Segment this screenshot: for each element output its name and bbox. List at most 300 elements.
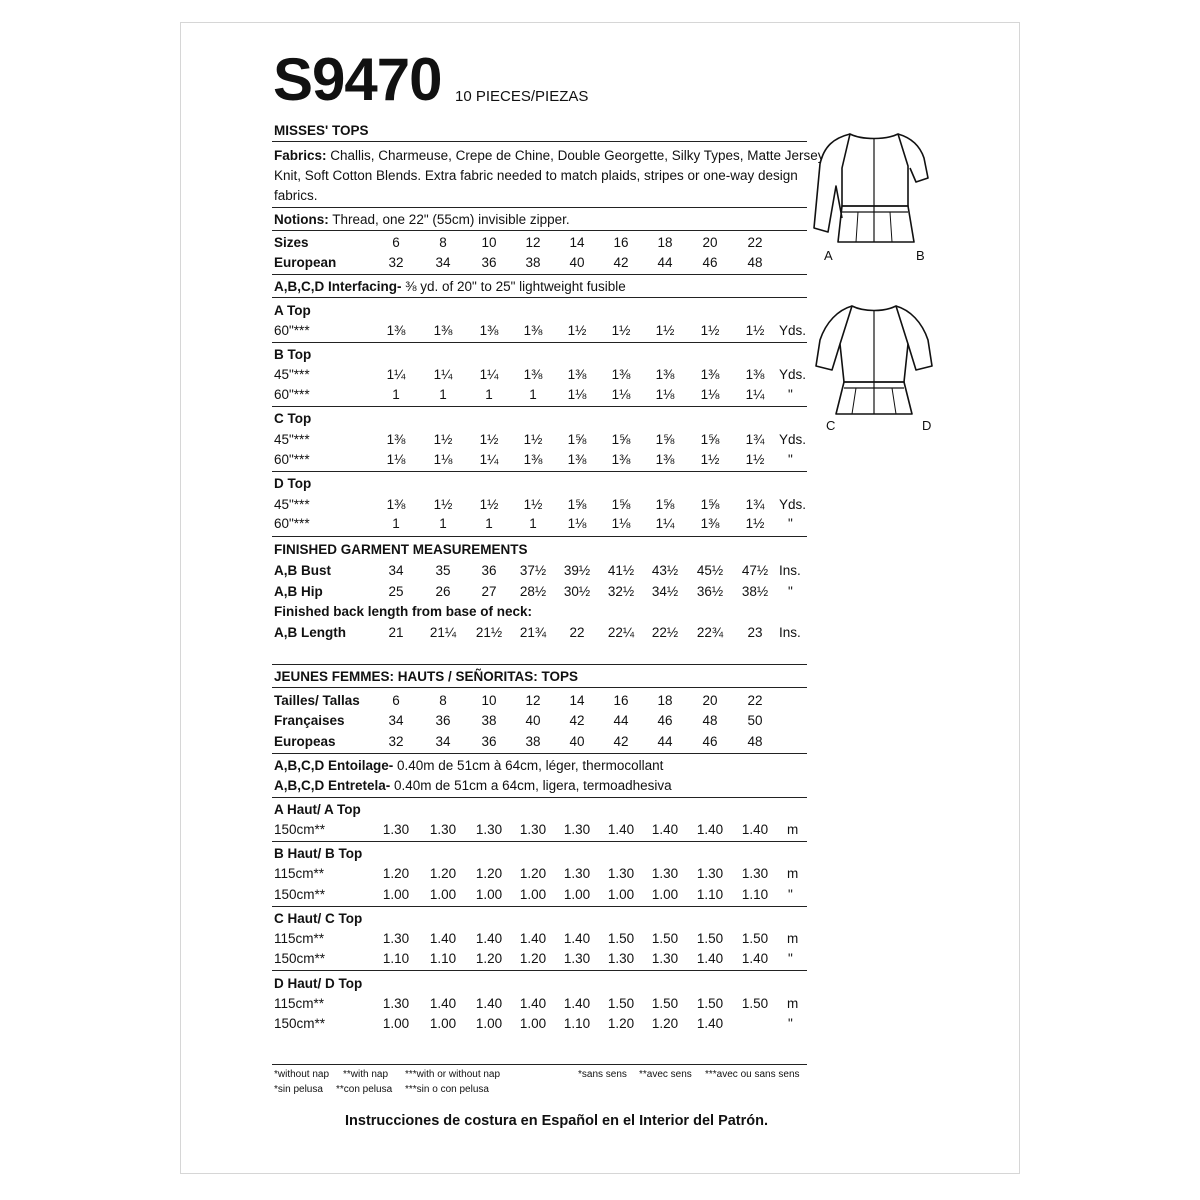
unit-label: Ins. — [779, 563, 801, 578]
table-cell: 38 — [481, 713, 497, 728]
table-cell: 22 — [747, 235, 763, 250]
b-top-width-45: 45"*** — [274, 367, 310, 382]
unit-label: Ins. — [779, 625, 801, 640]
unit-label: " — [788, 387, 793, 402]
table-cell: 1.30 — [696, 866, 724, 881]
table-cell: 22 — [569, 625, 585, 640]
table-cell: 1⅜ — [567, 367, 587, 382]
table-cell: 1⅜ — [523, 367, 543, 382]
footnote-es-1: *sin pelusa — [274, 1084, 323, 1095]
table-cell: 12 — [525, 693, 541, 708]
c-haut-label: C Haut/ C Top — [274, 911, 363, 926]
table-cell: 46 — [702, 255, 718, 270]
b-haut-label: B Haut/ B Top — [274, 846, 363, 861]
table-cell: 1½ — [745, 516, 765, 531]
table-cell: 18 — [657, 693, 673, 708]
table-cell: 1⅜ — [523, 452, 543, 467]
table-cell: 34 — [388, 563, 404, 578]
sketch-label-d: D — [922, 418, 932, 433]
table-cell: 32½ — [607, 584, 635, 599]
table-cell: 1½ — [655, 323, 675, 338]
table-cell: 14 — [569, 693, 585, 708]
table-cell: 1¼ — [479, 452, 499, 467]
bodice-outline — [842, 134, 908, 206]
d-side-sleeve — [896, 306, 932, 370]
table-cell: 1.00 — [519, 1016, 547, 1031]
table-cell: 6 — [392, 235, 400, 250]
unit-label: m — [787, 822, 799, 837]
d-haut-label: D Haut/ D Top — [274, 976, 363, 991]
table-cell: 1.30 — [607, 951, 635, 966]
table-cell: 20 — [702, 693, 718, 708]
table-cell: 36 — [481, 563, 497, 578]
table-cell: 14 — [569, 235, 585, 250]
table-cell: 26 — [435, 584, 451, 599]
c-top-label: C Top — [274, 411, 312, 426]
table-cell: 1⅛ — [611, 387, 631, 402]
table-cell: 1⅜ — [386, 323, 406, 338]
table-cell: 45½ — [696, 563, 724, 578]
table-cell: 1.00 — [429, 887, 457, 902]
table-cell: 1.50 — [651, 931, 679, 946]
table-cell: 1⅝ — [700, 432, 720, 447]
table-cell: 1⅛ — [611, 516, 631, 531]
divider — [272, 1064, 807, 1065]
footnote-fr-2: **avec sens — [639, 1069, 692, 1080]
table-cell: 36½ — [696, 584, 724, 599]
c-haut-width-115: 115cm** — [274, 931, 325, 946]
notions-line — [274, 213, 570, 227]
entretela-line — [274, 779, 672, 793]
unit-label: m — [787, 866, 799, 881]
unit-label: " — [788, 887, 793, 902]
divider — [272, 471, 807, 472]
table-cell: 1⅛ — [655, 387, 675, 402]
peplum-outline — [838, 206, 914, 242]
notions-label: Notions: — [274, 212, 329, 227]
table-cell: 1¼ — [433, 367, 453, 382]
table-cell: 1.00 — [519, 887, 547, 902]
unit-label: " — [788, 452, 793, 467]
table-cell: 1½ — [433, 432, 453, 447]
unit-label: " — [788, 951, 793, 966]
b-side-sleeve — [898, 134, 928, 182]
table-cell: 1.50 — [607, 996, 635, 1011]
section-heading-misses-tops: MISSES' TOPS — [274, 123, 369, 138]
table-cell: 46 — [702, 734, 718, 749]
table-cell: 1½ — [745, 452, 765, 467]
table-cell: 1.40 — [651, 822, 679, 837]
table-cell: 1⅜ — [386, 497, 406, 512]
top-cd-back-view-sketch — [812, 296, 937, 426]
sketch-label-b: B — [916, 248, 925, 263]
entretela-text: 0.40m de 51cm a 64cm, ligera, termoadhesiva — [390, 778, 672, 793]
table-cell: 44 — [613, 713, 629, 728]
table-cell: 1.30 — [563, 951, 591, 966]
table-cell: 32 — [388, 734, 404, 749]
table-cell: 1⅜ — [567, 452, 587, 467]
table-cell: 1½ — [479, 497, 499, 512]
fabrics-line-3: fabrics. — [274, 188, 318, 203]
table-cell: 1⅝ — [611, 497, 631, 512]
table-cell: 1½ — [523, 432, 543, 447]
table-cell: 1.30 — [382, 996, 410, 1011]
table-cell: 1¼ — [386, 367, 406, 382]
table-cell: 1.40 — [429, 931, 457, 946]
table-cell: 44 — [657, 734, 673, 749]
table-cell: 1⅜ — [700, 516, 720, 531]
footnote-fr-1: *sans sens — [578, 1069, 627, 1080]
divider — [272, 753, 807, 754]
table-cell: 1⅝ — [700, 497, 720, 512]
table-cell: 1.00 — [607, 887, 635, 902]
table-cell: 1 — [392, 387, 400, 402]
table-cell: 1⅛ — [433, 452, 453, 467]
francaises-label: Françaises — [274, 713, 345, 728]
table-cell: 1.30 — [563, 866, 591, 881]
table-cell: 1.50 — [741, 996, 769, 1011]
table-cell: 40 — [569, 255, 585, 270]
table-cell: 1⅜ — [655, 367, 675, 382]
table-cell: 1⅝ — [655, 497, 675, 512]
unit-label: Yds. — [779, 367, 807, 382]
table-cell: 25 — [388, 584, 404, 599]
table-cell: 42 — [569, 713, 585, 728]
europeas-label: Europeas — [274, 734, 336, 749]
fabrics-line-1 — [274, 149, 825, 163]
table-cell: 1.40 — [696, 822, 724, 837]
table-cell: 1.40 — [475, 996, 503, 1011]
table-cell: 1⅜ — [655, 452, 675, 467]
table-cell: 1.40 — [563, 931, 591, 946]
interfacing-line — [274, 280, 626, 294]
table-cell: 1.40 — [607, 822, 635, 837]
divider — [272, 536, 807, 537]
table-cell: 1⅝ — [611, 432, 631, 447]
fabrics-text-1: Challis, Charmeuse, Crepe de Chine, Double Georgette, Silky Types, Matte Jersey — [326, 148, 825, 163]
b-top-width-60: 60"*** — [274, 387, 310, 402]
table-cell: 1.10 — [741, 887, 769, 902]
table-cell: 18 — [657, 235, 673, 250]
table-cell: 1.50 — [607, 931, 635, 946]
notions-text: Thread, one 22" (55cm) invisible zipper. — [328, 212, 570, 227]
divider — [272, 297, 807, 298]
table-cell: 1.30 — [651, 951, 679, 966]
spanish-instructions-note: Instrucciones de costura en Español en el Interior del Patrón. — [345, 1113, 769, 1129]
table-cell: 46 — [657, 713, 673, 728]
table-cell: 1⅝ — [567, 432, 587, 447]
table-cell: 1.00 — [563, 887, 591, 902]
table-cell: 1 — [485, 387, 493, 402]
table-cell: 21¼ — [429, 625, 457, 640]
sketch-label-a: A — [824, 248, 833, 263]
table-cell: 44 — [657, 255, 673, 270]
table-cell: 38½ — [741, 584, 769, 599]
table-cell: 21½ — [475, 625, 503, 640]
table-cell: 1.20 — [607, 1016, 635, 1031]
table-cell: 1.30 — [382, 822, 410, 837]
table-cell: 1⅜ — [700, 367, 720, 382]
divider — [272, 342, 807, 343]
table-cell: 34 — [388, 713, 404, 728]
divider — [272, 230, 807, 231]
pattern-number: S9470 — [273, 46, 442, 113]
unit-label: Yds. — [779, 432, 807, 447]
table-cell: 1.50 — [696, 931, 724, 946]
table-cell: 1.10 — [696, 887, 724, 902]
table-cell: 10 — [481, 693, 497, 708]
table-cell: 1⅛ — [567, 516, 587, 531]
table-cell: 40 — [525, 713, 541, 728]
fabrics-label: Fabrics: — [274, 148, 327, 163]
table-cell: 1⅜ — [611, 452, 631, 467]
table-cell: 1.40 — [519, 996, 547, 1011]
table-cell: 1.40 — [696, 1016, 724, 1031]
table-cell: 1½ — [479, 432, 499, 447]
table-cell: 1.30 — [563, 822, 591, 837]
table-cell: 48 — [702, 713, 718, 728]
d-top-width-60: 60"*** — [274, 516, 310, 531]
table-cell: 1.30 — [429, 822, 457, 837]
table-cell: 1.00 — [651, 887, 679, 902]
table-cell: 1½ — [700, 323, 720, 338]
table-cell: 43½ — [651, 563, 679, 578]
length-label: A,B Length — [274, 625, 346, 640]
table-cell: 12 — [525, 235, 541, 250]
b-haut-width-150: 150cm** — [274, 887, 326, 902]
table-cell: 1.40 — [563, 996, 591, 1011]
table-cell: 28½ — [519, 584, 547, 599]
unit-label: Yds. — [779, 323, 807, 338]
table-cell: 50 — [747, 713, 763, 728]
table-cell: 36 — [481, 255, 497, 270]
fabrics-line-2: Knit, Soft Cotton Blends. Extra fabric needed to match plaids, stripes or one-way design — [274, 168, 798, 183]
table-cell: 1⅜ — [523, 323, 543, 338]
table-cell: 38 — [525, 255, 541, 270]
table-cell: 1.30 — [607, 866, 635, 881]
table-cell: 1 — [529, 387, 537, 402]
entoilage-line — [274, 759, 663, 773]
entoilage-label: A,B,C,D Entoilage- — [274, 758, 394, 773]
table-cell: 16 — [613, 693, 629, 708]
table-cell: 1½ — [433, 497, 453, 512]
unit-label: " — [788, 584, 793, 599]
unit-label: " — [788, 516, 793, 531]
back-length-label: Finished back length from base of neck: — [274, 604, 533, 619]
table-cell: 1.00 — [475, 887, 503, 902]
b-top-label: B Top — [274, 347, 312, 362]
table-cell: 1.10 — [429, 951, 457, 966]
table-cell: 1.40 — [429, 996, 457, 1011]
footnote-en-1: *without nap — [274, 1069, 330, 1080]
c-top-width-60: 60"*** — [274, 452, 310, 467]
a-haut-width-150: 150cm** — [274, 822, 326, 837]
table-cell: 8 — [439, 693, 447, 708]
c-top-width-45: 45"*** — [274, 432, 310, 447]
table-cell: 1¾ — [745, 497, 765, 512]
divider — [272, 141, 807, 142]
table-cell: 1½ — [700, 452, 720, 467]
table-cell: 1.00 — [429, 1016, 457, 1031]
table-cell: 48 — [747, 255, 763, 270]
table-cell: 36 — [481, 734, 497, 749]
table-cell: 1 — [439, 387, 447, 402]
a-haut-label: A Haut/ A Top — [274, 802, 361, 817]
table-cell: 1 — [485, 516, 493, 531]
table-cell: 36 — [435, 713, 451, 728]
table-cell: 1.20 — [475, 866, 503, 881]
table-cell: 1⅜ — [745, 367, 765, 382]
table-cell: 10 — [481, 235, 497, 250]
table-cell: 1.30 — [475, 822, 503, 837]
table-cell: 1.30 — [519, 822, 547, 837]
table-cell: 1½ — [523, 497, 543, 512]
d-top-label: D Top — [274, 476, 312, 491]
table-cell: 34 — [435, 734, 451, 749]
table-cell: 1½ — [745, 323, 765, 338]
table-cell: 1.00 — [475, 1016, 503, 1031]
table-cell: 22 — [747, 693, 763, 708]
measurements-heading: FINISHED GARMENT MEASUREMENTS — [274, 542, 528, 557]
table-cell: 1 — [392, 516, 400, 531]
divider — [272, 274, 807, 275]
table-cell: 1¼ — [479, 367, 499, 382]
section-heading-intl: JEUNES FEMMES: HAUTS / SEÑORITAS: TOPS — [274, 669, 579, 684]
pieces-count: 10 PIECES/PIEZAS — [455, 88, 589, 105]
unit-label: " — [788, 1016, 793, 1031]
footnote-es-2: **con pelusa — [336, 1084, 393, 1095]
unit-label: Yds. — [779, 497, 807, 512]
table-cell: 1.40 — [519, 931, 547, 946]
european-label: European — [274, 255, 337, 270]
divider — [272, 906, 807, 907]
table-cell: 1.20 — [651, 1016, 679, 1031]
table-cell: 1¾ — [745, 432, 765, 447]
tailles-label: Tailles/ Tallas — [274, 693, 360, 708]
table-cell: 34½ — [651, 584, 679, 599]
table-cell: 1.50 — [696, 996, 724, 1011]
table-cell: 1.40 — [475, 931, 503, 946]
table-cell: 48 — [747, 734, 763, 749]
bust-label: A,B Bust — [274, 563, 331, 578]
table-cell: 1.40 — [741, 951, 769, 966]
table-cell: 1⅛ — [567, 387, 587, 402]
table-cell: 1.30 — [651, 866, 679, 881]
table-cell: 6 — [392, 693, 400, 708]
d-haut-width-150: 150cm** — [274, 1016, 326, 1031]
table-cell: 30½ — [563, 584, 591, 599]
c-side-sleeve — [816, 306, 852, 370]
table-cell: 23 — [747, 625, 763, 640]
divider — [272, 687, 807, 688]
divider — [272, 664, 807, 665]
table-cell: 40 — [569, 734, 585, 749]
table-cell: 1⅜ — [479, 323, 499, 338]
table-cell: 1.40 — [696, 951, 724, 966]
table-cell: 27 — [481, 584, 497, 599]
entoilage-text: 0.40m de 51cm à 64cm, léger, thermocollant — [393, 758, 664, 773]
c-haut-width-150: 150cm** — [274, 951, 326, 966]
divider — [272, 406, 807, 407]
table-cell: 1¼ — [655, 516, 675, 531]
table-cell: 32 — [388, 255, 404, 270]
d-top-width-45: 45"*** — [274, 497, 310, 512]
footnote-fr-3: ***avec ou sans sens — [705, 1069, 800, 1080]
table-cell: 1⅝ — [567, 497, 587, 512]
table-cell: 1.30 — [741, 866, 769, 881]
table-cell: 21¾ — [519, 625, 547, 640]
sizes-label: Sizes — [274, 235, 309, 250]
table-cell: 1.40 — [741, 822, 769, 837]
table-cell: 22¾ — [696, 625, 724, 640]
table-cell: 8 — [439, 235, 447, 250]
table-cell: 38 — [525, 734, 541, 749]
table-cell: 22½ — [651, 625, 679, 640]
table-cell: 1⅝ — [655, 432, 675, 447]
table-cell: 16 — [613, 235, 629, 250]
table-cell: 1.50 — [651, 996, 679, 1011]
a-top-label: A Top — [274, 303, 311, 318]
footnote-en-2: **with nap — [343, 1069, 389, 1080]
table-cell: 1½ — [567, 323, 587, 338]
table-cell: 1⅛ — [386, 452, 406, 467]
table-cell: 1.30 — [382, 931, 410, 946]
interfacing-label: A,B,C,D Interfacing- — [274, 279, 402, 294]
a-side-sleeve — [814, 134, 850, 232]
table-cell: 39½ — [563, 563, 591, 578]
table-cell: 1.00 — [382, 887, 410, 902]
b-haut-width-115: 115cm** — [274, 866, 325, 881]
table-cell: 1⅛ — [700, 387, 720, 402]
table-cell: 1.50 — [741, 931, 769, 946]
table-cell: 1.20 — [475, 951, 503, 966]
table-cell: 1⅜ — [611, 367, 631, 382]
table-cell: 47½ — [741, 563, 769, 578]
table-cell: 37½ — [519, 563, 547, 578]
table-cell: 1¼ — [745, 387, 765, 402]
table-cell: 1½ — [611, 323, 631, 338]
table-cell: 1.20 — [382, 866, 410, 881]
top-ab-back-view-sketch — [812, 128, 937, 268]
unit-label: m — [787, 931, 799, 946]
table-cell: 1 — [529, 516, 537, 531]
table-cell: 1.20 — [429, 866, 457, 881]
table-cell: 35 — [435, 563, 451, 578]
table-cell: 1.20 — [519, 866, 547, 881]
table-cell: 1.20 — [519, 951, 547, 966]
table-cell: 1⅜ — [433, 323, 453, 338]
interfacing-text: ⅜ yd. of 20" to 25" lightweight fusible — [401, 279, 626, 294]
a-top-width-60: 60"*** — [274, 323, 310, 338]
d-haut-width-115: 115cm** — [274, 996, 325, 1011]
entretela-label: A,B,C,D Entretela- — [274, 778, 391, 793]
table-cell: 34 — [435, 255, 451, 270]
table-cell: 1.10 — [382, 951, 410, 966]
table-cell: 21 — [388, 625, 404, 640]
table-cell: 41½ — [607, 563, 635, 578]
divider — [272, 207, 807, 208]
table-cell: 22¼ — [607, 625, 635, 640]
table-cell: 20 — [702, 235, 718, 250]
table-cell: 1 — [439, 516, 447, 531]
sketch-label-c: C — [826, 418, 836, 433]
table-cell: 1.00 — [382, 1016, 410, 1031]
hip-label: A,B Hip — [274, 584, 323, 599]
table-cell: 42 — [613, 734, 629, 749]
table-cell: 1⅜ — [386, 432, 406, 447]
table-cell: 1.10 — [563, 1016, 591, 1031]
unit-label: m — [787, 996, 799, 1011]
